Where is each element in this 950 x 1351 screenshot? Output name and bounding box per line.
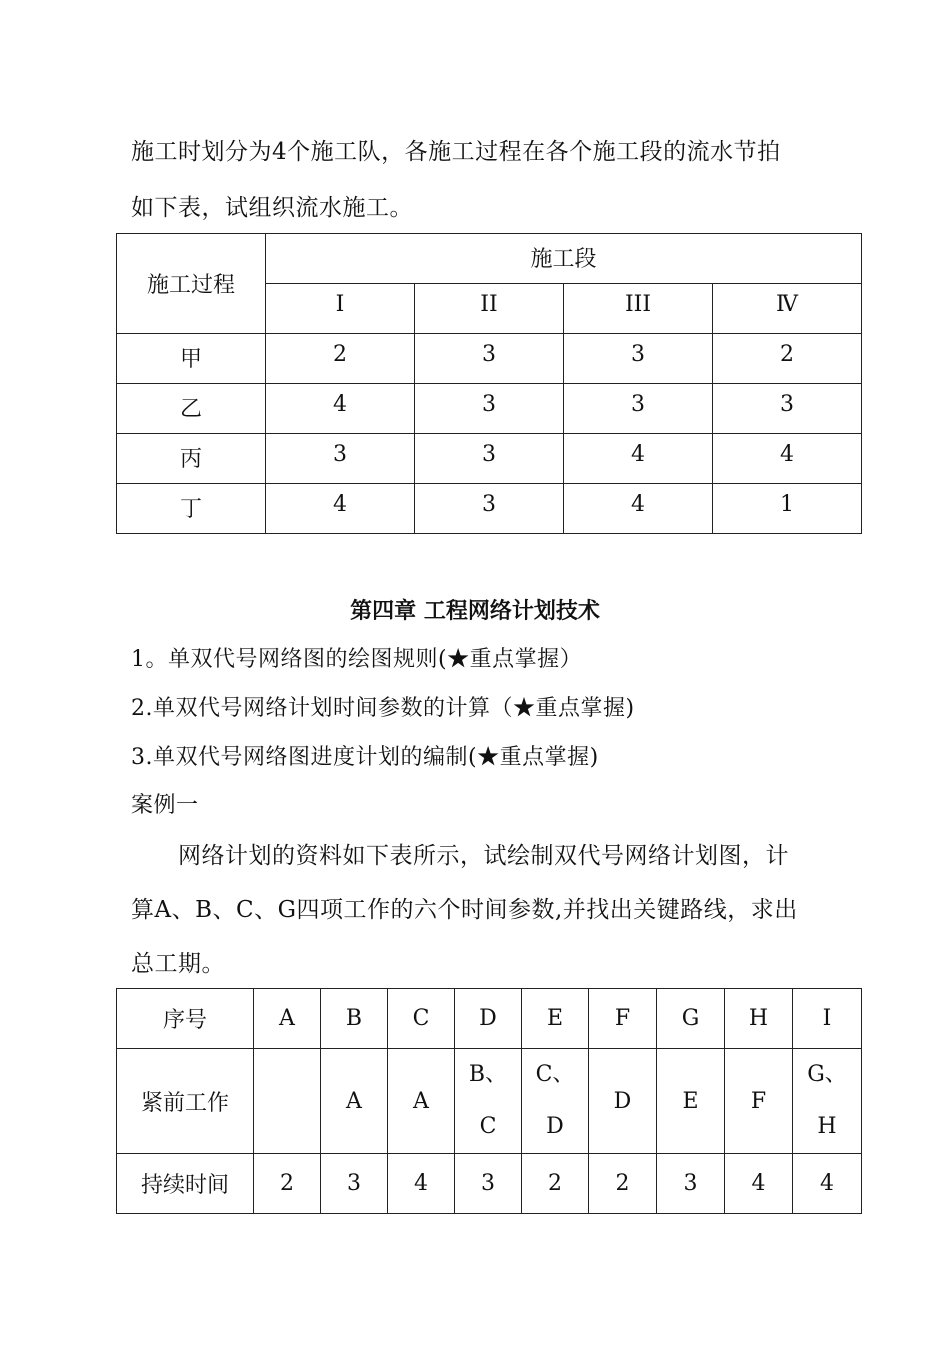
case-title: 案例一 xyxy=(131,793,199,818)
table-row xyxy=(117,434,862,484)
predecessor-cell: E xyxy=(657,1049,725,1154)
segment-header: Ⅳ xyxy=(713,284,862,334)
activity-header: B xyxy=(321,989,388,1049)
beat-value: 3 xyxy=(415,384,564,434)
case-line-2: 算A、B、C、G四项工作的六个时间参数,并找出关键路线，求出 xyxy=(131,897,798,923)
case-line-1: 网络计划的资料如下表所示，试绘制双代号网络计划图，计 xyxy=(178,843,789,869)
beat-value: 3 xyxy=(564,384,713,434)
duration-cell: 2 xyxy=(254,1154,321,1214)
key-point-1: 1。单双代号网络图的绘图规则(★重点掌握） xyxy=(131,647,583,672)
beat-value: 3 xyxy=(415,334,564,384)
beat-value: 3 xyxy=(266,434,415,484)
beat-value: 4 xyxy=(564,484,713,534)
duration-cell: 2 xyxy=(589,1154,657,1214)
case-line-3: 总工期。 xyxy=(131,951,225,977)
activity-header: A xyxy=(254,989,321,1049)
predecessor-line: H xyxy=(817,1114,837,1139)
process-name: 丙 xyxy=(117,434,266,484)
beat-value: 4 xyxy=(266,384,415,434)
process-name: 丁 xyxy=(117,484,266,534)
activity-header: F xyxy=(589,989,657,1049)
activity-header: I xyxy=(793,989,862,1049)
predecessor-cell xyxy=(522,1049,589,1154)
label-cell: 序号 xyxy=(117,989,254,1049)
key-point-2: 2.单双代号网络计划时间参数的计算（★重点掌握) xyxy=(131,696,635,721)
table-row xyxy=(117,484,862,534)
label-cell: 持续时间 xyxy=(117,1154,254,1214)
predecessor-cell: F xyxy=(725,1049,793,1154)
key-point-3: 3.单双代号网络图进度计划的编制(★重点掌握) xyxy=(131,745,599,770)
duration-cell: 4 xyxy=(793,1154,862,1214)
segment-header: III xyxy=(564,284,713,334)
beat-value: 1 xyxy=(713,484,862,534)
beat-value: 3 xyxy=(415,434,564,484)
beat-value: 3 xyxy=(564,334,713,384)
duration-cell: 4 xyxy=(725,1154,793,1214)
predecessor-cell xyxy=(254,1049,321,1154)
predecessor-cell xyxy=(455,1049,522,1154)
duration-cell: 4 xyxy=(388,1154,455,1214)
predecessor-cell xyxy=(793,1049,862,1154)
network-plan-table xyxy=(116,988,862,1214)
table-row xyxy=(117,1154,862,1214)
duration-cell: 3 xyxy=(657,1154,725,1214)
activity-header: H xyxy=(725,989,793,1049)
table-row xyxy=(117,1049,862,1154)
predecessor-line: G、 xyxy=(807,1062,847,1087)
chapter-title: 第四章 工程网络计划技术 xyxy=(350,599,600,624)
flow-beat-table xyxy=(116,233,862,534)
process-name: 甲 xyxy=(117,334,266,384)
predecessor-line: C、 xyxy=(535,1062,575,1087)
predecessor-cell: A xyxy=(321,1049,388,1154)
activity-header: G xyxy=(657,989,725,1049)
beat-value: 2 xyxy=(266,334,415,384)
segment-group-header: 施工段 xyxy=(266,234,862,284)
activity-header: D xyxy=(455,989,522,1049)
beat-value: 3 xyxy=(415,484,564,534)
table-row xyxy=(117,334,862,384)
predecessor-line: C xyxy=(479,1114,497,1139)
segment-header: II xyxy=(415,284,564,334)
table-row xyxy=(117,384,862,434)
label-cell: 紧前工作 xyxy=(117,1049,254,1154)
beat-value: 4 xyxy=(564,434,713,484)
beat-value: 4 xyxy=(713,434,862,484)
segment-header: I xyxy=(266,284,415,334)
process-name: 乙 xyxy=(117,384,266,434)
activity-header: C xyxy=(388,989,455,1049)
activity-header: E xyxy=(522,989,589,1049)
table-row xyxy=(117,989,862,1049)
intro-line-2: 如下表，试组织流水施工。 xyxy=(131,195,413,221)
intro-line-1: 施工时划分为4个施工队，各施工过程在各个施工段的流水节拍 xyxy=(131,139,781,165)
beat-value: 3 xyxy=(713,384,862,434)
duration-cell: 3 xyxy=(321,1154,388,1214)
row-header-cell: 施工过程 xyxy=(117,234,266,334)
beat-value: 4 xyxy=(266,484,415,534)
beat-value: 2 xyxy=(713,334,862,384)
predecessor-line: B、 xyxy=(468,1062,508,1087)
duration-cell: 3 xyxy=(455,1154,522,1214)
predecessor-cell: A xyxy=(388,1049,455,1154)
duration-cell: 2 xyxy=(522,1154,589,1214)
predecessor-cell: D xyxy=(589,1049,657,1154)
predecessor-line: D xyxy=(546,1114,564,1139)
